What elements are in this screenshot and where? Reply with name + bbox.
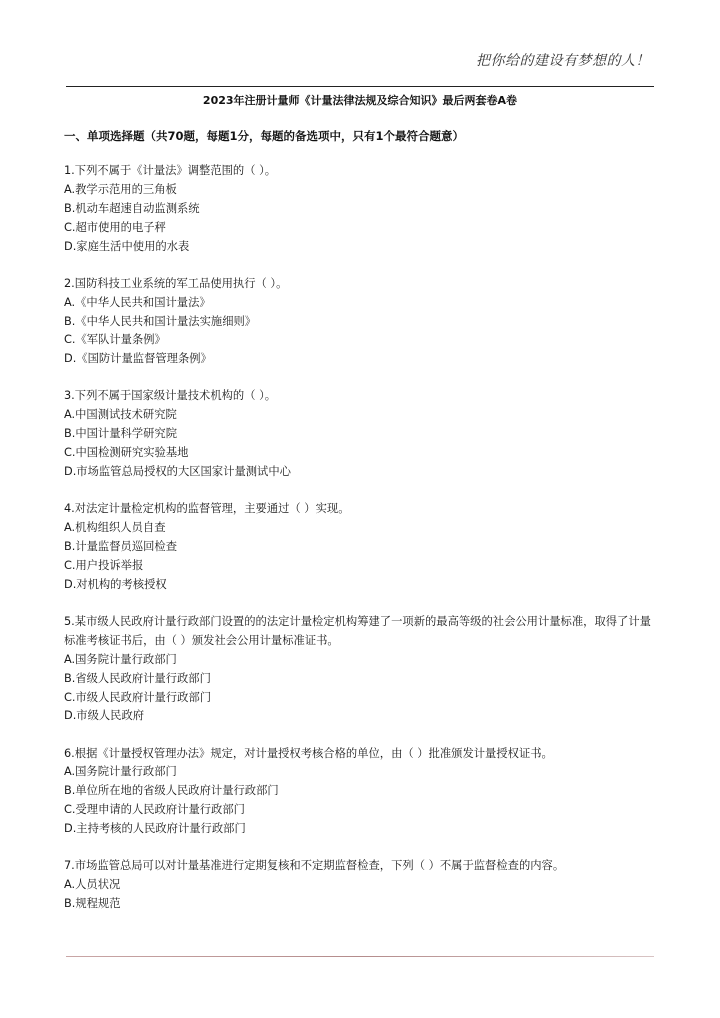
option-b: B.机动车超速自动监测系统	[64, 201, 200, 215]
option-a: A.机构组织人员自查	[64, 521, 166, 535]
option-b: B.计量监督员巡回检查	[64, 539, 178, 553]
question-stem: 1.下列不属于《计量法》调整范围的（ ）。	[64, 164, 277, 177]
option-b: B.规程规范	[64, 897, 121, 911]
option-c: C.市级人民政府计量行政部门	[64, 690, 212, 704]
option-c: C.中国检测研究实验基地	[64, 446, 189, 460]
question-4	[64, 500, 656, 595]
section-heading: 一、单项选择题（共70题，每题1分，每题的备选项中，只有1个最符合题意）	[64, 129, 465, 143]
footer-divider	[66, 956, 654, 957]
option-c: C.《军队计量条例》	[64, 333, 166, 347]
option-b: B.《中华人民共和国计量法实施细则》	[64, 314, 257, 328]
option-a: A.《中华人民共和国计量法》	[64, 295, 211, 309]
option-b: B.省级人民政府计量行政部门	[64, 671, 211, 685]
option-c: C.受理申请的人民政府计量行政部门	[64, 803, 245, 817]
question-3	[64, 387, 656, 482]
question-1	[64, 162, 656, 257]
option-c: C.超市使用的电子秤	[64, 220, 166, 234]
option-d: D.《国防计量监督管理条例》	[64, 352, 212, 366]
question-6	[64, 745, 656, 840]
option-d: D.对机构的考核授权	[64, 577, 167, 591]
option-d: D.家庭生活中使用的水表	[64, 239, 190, 253]
option-a: A.中国测试技术研究院	[64, 408, 177, 422]
document-title: 2023年注册计量师《计量法律法规及综合知识》最后两套卷A卷	[202, 94, 518, 107]
question-stem: 2.国防科技工业系统的军工品使用执行（ ）。	[64, 276, 288, 290]
option-a: A.国务院计量行政部门	[64, 652, 177, 666]
option-d: D.市场监管总局授权的大区国家计量测试中心	[64, 465, 291, 479]
header-divider	[66, 86, 654, 87]
option-a: A.教学示范用的三角板	[64, 182, 177, 196]
question-5	[64, 613, 656, 726]
header-slogan: 把你给的建设有梦想的人！	[476, 53, 650, 69]
question-stem: 5.某市级人民政府计量行政部门设置的的法定计量检定机构筹建了一项新的最高等级的社会公用计量标准，取得了计量标准考核证书后，由（ ）颁发社会公用计量标准证书。	[64, 614, 651, 647]
option-a: A.国务院计量行政部门	[64, 765, 177, 779]
question-stem: 4.对法定计量检定机构的监督管理，主要通过（ ）实现。	[64, 502, 350, 516]
option-d: D.市级人民政府	[64, 709, 145, 723]
question-stem: 3.下列不属于国家级计量技术机构的（ ）。	[64, 389, 277, 403]
question-list	[64, 162, 656, 932]
question-7	[64, 857, 656, 914]
option-b: B.中国计量科学研究院	[64, 427, 178, 441]
option-a: A.人员状况	[64, 878, 121, 892]
option-b: B.单位所在地的省级人民政府计量行政部门	[64, 784, 279, 798]
question-2	[64, 275, 656, 370]
question-stem: 6.根据《计量授权管理办法》规定，对计量授权考核合格的单位，由（ ）批准颁发计量授权证书。	[64, 746, 553, 760]
question-stem: 7.市场监管总局可以对计量基准进行定期复核和不定期监督检查，下列（ ）不属于监督检查的内容。	[64, 859, 565, 873]
option-d: D.主持考核的人民政府计量行政部门	[64, 822, 246, 836]
option-c: C.用户投诉举报	[64, 558, 144, 572]
